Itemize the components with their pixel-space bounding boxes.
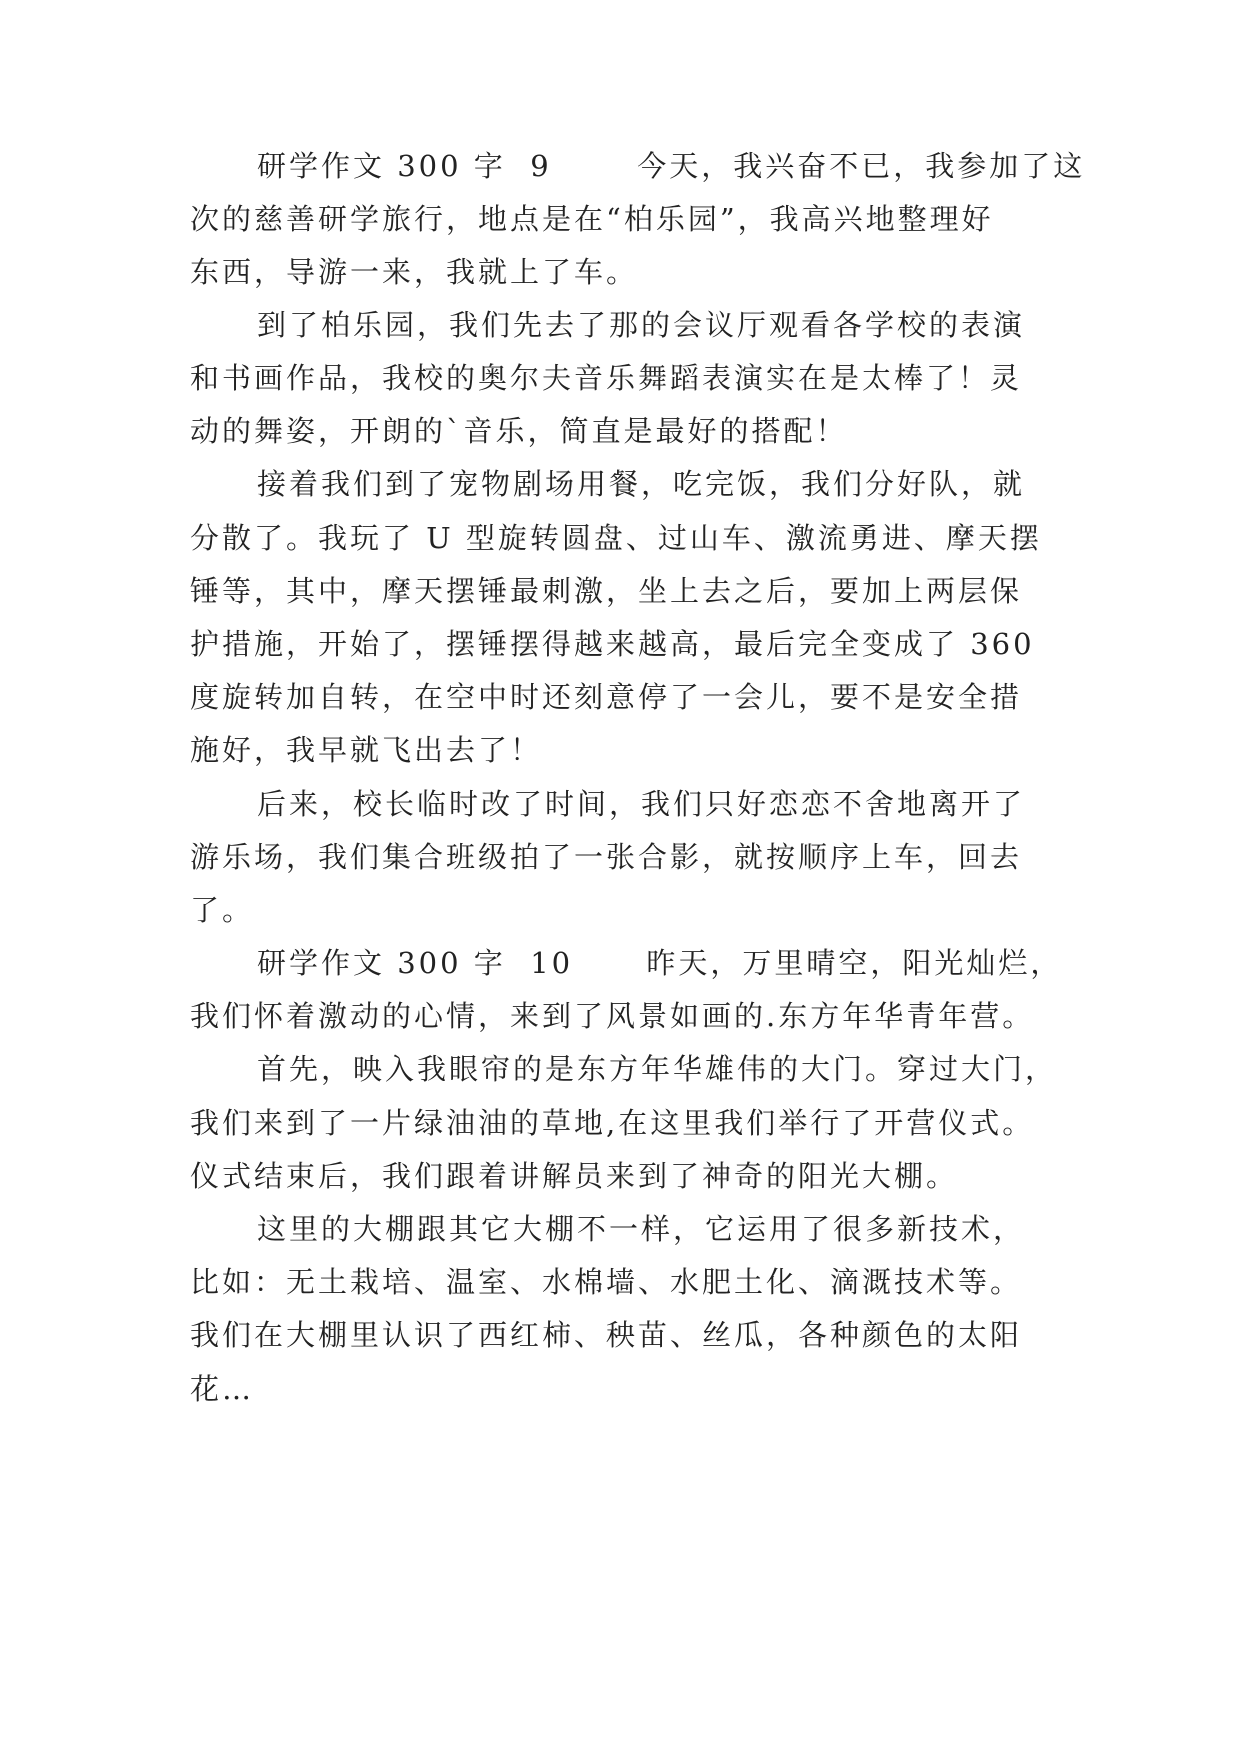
text-line: 分散了。我玩了 U 型旋转圆盘、过山车、激流勇进、摩天摆 — [190, 521, 1042, 555]
text-line: 研学作文 300 字 10 昨天，万里晴空，阳光灿烂， — [257, 946, 1063, 980]
text-line: 这里的大棚跟其它大棚不一样，它运用了很多新技术， — [257, 1212, 1026, 1246]
text-line: 后来，校长临时改了时间，我们只好恋恋不舍地离开了 — [257, 787, 1026, 821]
text-line: 了。 — [190, 893, 255, 927]
text-line: 首先，映入我眼帘的是东方年华雄伟的大门。穿过大门， — [257, 1052, 1058, 1086]
text-line: 动的舞姿，开朗的`音乐，简直是最好的搭配！ — [190, 414, 848, 448]
text-line: 次的慈善研学旅行，地点是在“柏乐园”，我高兴地整理好 — [190, 202, 994, 236]
text-line: 接着我们到了宠物剧场用餐，吃完饭，我们分好队，就 — [257, 467, 1026, 501]
text-line: 锤等，其中，摩天摆锤最刺激，坐上去之后，要加上两层保 — [190, 574, 1023, 608]
text-line: 我们在大棚里认识了西红柿、秧苗、丝瓜，各种颜色的太阳 — [190, 1318, 1023, 1352]
text-line: 我们来到了一片绿油油的草地,在这里我们举行了开营仪式。 — [190, 1106, 1035, 1140]
text-line: 仪式结束后，我们跟着讲解员来到了神奇的阳光大棚。 — [190, 1159, 959, 1193]
text-line: 到了柏乐园，我们先去了那的会议厅观看各学校的表演 — [257, 308, 1026, 342]
text-line: 东西，导游一来，我就上了车。 — [190, 255, 639, 289]
text-line: 研学作文 300 字 9 今天，我兴奋不已，我参加了这 — [257, 149, 1086, 183]
text-line: 度旋转加自转，在空中时还刻意停了一会儿，要不是安全措 — [190, 680, 1023, 714]
text-line: 施好，我早就飞出去了！ — [190, 733, 543, 767]
text-line: 护措施，开始了，摆锤摆得越来越高，最后完全变成了 360 — [190, 627, 1035, 661]
text-line: 我们怀着激动的心情，来到了风景如画的.东方年华青年营。 — [190, 999, 1035, 1033]
text-line: 和书画作品，我校的奥尔夫音乐舞蹈表演实在是太棒了！灵 — [190, 361, 1023, 395]
text-line: 比如：无土栽培、温室、水棉墙、水肥土化、滴溉技术等。 — [190, 1265, 1023, 1299]
text-line: 游乐场，我们集合班级拍了一张合影，就按顺序上车，回去 — [190, 840, 1023, 874]
text-line: 花… — [190, 1372, 255, 1406]
